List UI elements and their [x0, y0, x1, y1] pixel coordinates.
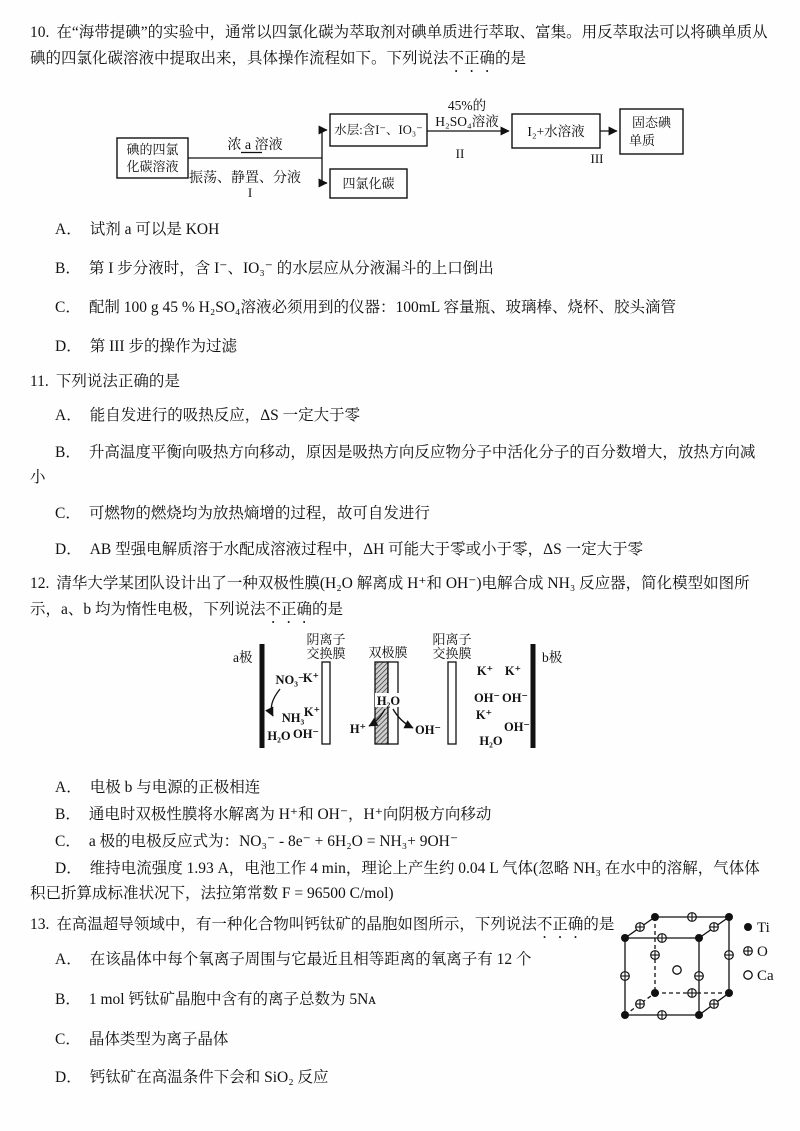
option-row — [30, 501, 770, 526]
oh-ion: OH⁻ — [501, 691, 529, 705]
question-number: 12. — [30, 575, 50, 592]
cation-membrane-label-line1: 阳离子 — [432, 632, 472, 647]
option-text: 升高温度平衡向吸热方向移动，原因是吸热方向反应物分子中活化分子的百分数增大，放热方向减小 — [30, 444, 756, 486]
stem-emphasis: 不正确 — [265, 601, 313, 618]
h2o-molecule: H₂O — [267, 729, 291, 743]
option-label: B． — [55, 444, 81, 461]
option-label: D． — [55, 860, 82, 877]
h-plus-ion: H⁺ — [349, 722, 367, 736]
stem-text: 在高温超导领域中，有一种化合物叫钙钛矿的晶胞如图所示，下列说法 — [56, 916, 537, 933]
option-label: A． — [55, 407, 82, 424]
question-number: 11. — [30, 373, 49, 390]
oh-minus-ion: OH⁻ — [414, 723, 442, 737]
ca-atom — [673, 966, 681, 974]
stem-emphasis: 不正确 — [448, 50, 496, 67]
option-label: B． — [55, 991, 81, 1008]
stem-text: 在“海带提碘”的实验中，通常以四氯化碳为萃取剂对碘单质进行萃取、富集。用反萃取法可以将碘单质从碘的四氯化碳溶液中提取出来，具体操作流程如下。下列说法 — [30, 24, 768, 67]
flow-box-start-line2: 化碳溶液 — [126, 159, 179, 174]
option-text: 维持电流强度 1.93 A，电池工作 4 min，理论上产生约 0.04 L 气体(忽略 NH₃ 在水中的溶解，气体体积已折算成标准状况下，法拉第常数 F = 96500 C/mol) — [30, 860, 760, 902]
k-ion: K⁺ — [476, 664, 494, 678]
option-label: C． — [55, 299, 81, 316]
anion-membrane — [322, 662, 330, 744]
question-number: 10. — [30, 24, 50, 41]
option-text: 通电时双极性膜将水解离为 H⁺和 OH⁻，H⁺向阴极方向移动 — [88, 806, 492, 823]
option-row — [30, 829, 770, 854]
option-text: 第 I 步分液时，含 I⁻、IO₃⁻ 的水层应从分液漏斗的上口倒出 — [88, 260, 494, 277]
k-ion: K⁺ — [302, 671, 320, 685]
option-text: AB 型强电解质溶于水配成溶液过程中，ΔH 可能大于零或小于零，ΔS 一定大于零 — [89, 541, 644, 558]
flow-step1-reagent: 浓 a 溶液 — [227, 138, 283, 153]
option-row — [30, 775, 770, 800]
question-11 — [30, 369, 770, 562]
option-label: A． — [55, 951, 82, 968]
flow-box-ccl4-label: 四氯化碳 — [342, 176, 395, 191]
reduction-arrow — [271, 689, 280, 716]
legend-ti-label: Ti — [757, 920, 770, 936]
option-label: B． — [55, 260, 81, 277]
flow-step2-label2: H₂SO₄溶液 — [435, 114, 499, 129]
legend-ca-label: Ca — [757, 968, 774, 984]
option-row — [30, 802, 770, 827]
option-text: 第 III 步的操作为过滤 — [89, 338, 237, 355]
no3-ion: NO₃⁻ — [275, 673, 305, 687]
k-ion: K⁺ — [475, 708, 493, 722]
electrode-a-label: a极 — [233, 650, 253, 665]
question-10 — [30, 20, 770, 359]
option-row — [30, 295, 770, 320]
option-text: 电极 b 与电源的正极相连 — [89, 779, 261, 796]
option-label: C． — [55, 505, 81, 522]
option-label: A． — [55, 779, 82, 796]
iodine-extraction-flowchart — [115, 86, 715, 201]
option-text: 1 mol 钙钛矿晶胞中含有的离子总数为 5Nᴀ — [88, 991, 377, 1008]
electrolysis-cell-diagram — [195, 632, 565, 760]
option-row — [30, 537, 770, 562]
electrode-b-label: b极 — [542, 650, 563, 665]
option-text: a 极的电极反应式为：NO₃⁻ - 8e⁻ + 6H₂O = NH₃+ 9OH⁻ — [88, 833, 459, 850]
option-label: D． — [55, 338, 82, 355]
option-text: 能自发进行的吸热反应，ΔS 一定大于零 — [89, 407, 361, 424]
cation-membrane-label-line2: 交换膜 — [432, 646, 472, 661]
question-10-stem — [30, 20, 770, 76]
stem-tail: 的是 — [312, 601, 344, 618]
option-label: A． — [55, 221, 82, 238]
flow-box-water-layer-label: 水层:含I⁻、IO₃⁻ — [334, 123, 423, 137]
flow-step1-operation: 振荡、静置、分液 — [189, 171, 301, 186]
crystal-legend — [744, 920, 774, 984]
k-ion: K⁺ — [303, 705, 321, 719]
option-row — [30, 217, 770, 242]
k-ion: K⁺ — [504, 664, 522, 678]
option-text: 钙钛矿在高温条件下会和 SiO₂ 反应 — [89, 1069, 329, 1086]
flow-step2-label1: 45%的 — [447, 98, 487, 113]
question-13 — [30, 912, 774, 1090]
anion-membrane-label-line1: 阴离子 — [306, 632, 346, 647]
option-text: 晶体类型为离子晶体 — [88, 1031, 229, 1048]
flow-step1-number: I — [247, 185, 253, 200]
anion-membrane-label-line2: 交换膜 — [306, 646, 346, 661]
oh-ion: OH⁻ — [473, 691, 501, 705]
option-row — [30, 334, 770, 359]
legend-o-label: O — [757, 944, 768, 960]
oh-ion: OH⁻ — [292, 727, 320, 741]
bipolar-membrane-label: 双极膜 — [368, 645, 408, 660]
stem-text: 下列说法正确的是 — [55, 373, 180, 390]
option-text: 可燃物的燃烧均为放热熵增的过程，故可自发进行 — [88, 505, 430, 522]
option-row — [30, 1065, 770, 1090]
option-label: C． — [55, 1031, 81, 1048]
cation-membrane — [448, 662, 456, 744]
flow-box-start-line1: 碘的四氯 — [126, 142, 179, 157]
question-12 — [30, 571, 770, 906]
h2o-molecule: H₂O — [376, 694, 401, 708]
option-row — [30, 856, 770, 906]
perovskite-unit-cell-diagram — [615, 910, 790, 1032]
flow-box-i2-label: I₂+水溶液 — [527, 124, 585, 139]
flow-box-solid-line1: 固态碘 — [631, 115, 672, 130]
stem-tail: 的是 — [495, 50, 527, 67]
question-number: 13. — [30, 916, 50, 933]
option-label: D． — [55, 541, 82, 558]
option-row — [30, 256, 770, 281]
question-12-stem — [30, 571, 770, 627]
h2o-molecule: H₂O — [479, 734, 503, 748]
stem-tail: 的是 — [583, 916, 615, 933]
question-11-stem — [30, 369, 770, 395]
flow-step3-number: III — [590, 151, 604, 166]
option-text: 配制 100 g 45 % H₂SO₄溶液必须用到的仪器：100mL 容量瓶、玻璃棒、烧杯、胶头滴管 — [88, 299, 677, 316]
option-label: B． — [55, 806, 81, 823]
stem-emphasis: 不正确 — [536, 916, 584, 933]
flow-box-solid-line2: 单质 — [628, 133, 656, 148]
option-text: 在该晶体中每个氧离子周围与它最近且相等距离的氧离子有 12 个 — [89, 951, 532, 968]
oh-ion: OH⁻ — [503, 720, 531, 734]
option-label: D． — [55, 1069, 82, 1086]
option-label: C． — [55, 833, 81, 850]
nh3-molecule: NH₃ — [281, 711, 305, 725]
stem-text: 清华大学某团队设计出了一种双极性膜(H₂O 解离成 H⁺和 OH⁻)电解合成 NH₃ 反应器，简化模型如图所示，a、b 均为惰性电极，下列说法 — [30, 575, 750, 618]
flow-step2-number: II — [455, 146, 465, 161]
option-text: 试剂 a 可以是 KOH — [89, 221, 220, 238]
option-row — [30, 403, 770, 428]
option-row — [30, 440, 770, 490]
